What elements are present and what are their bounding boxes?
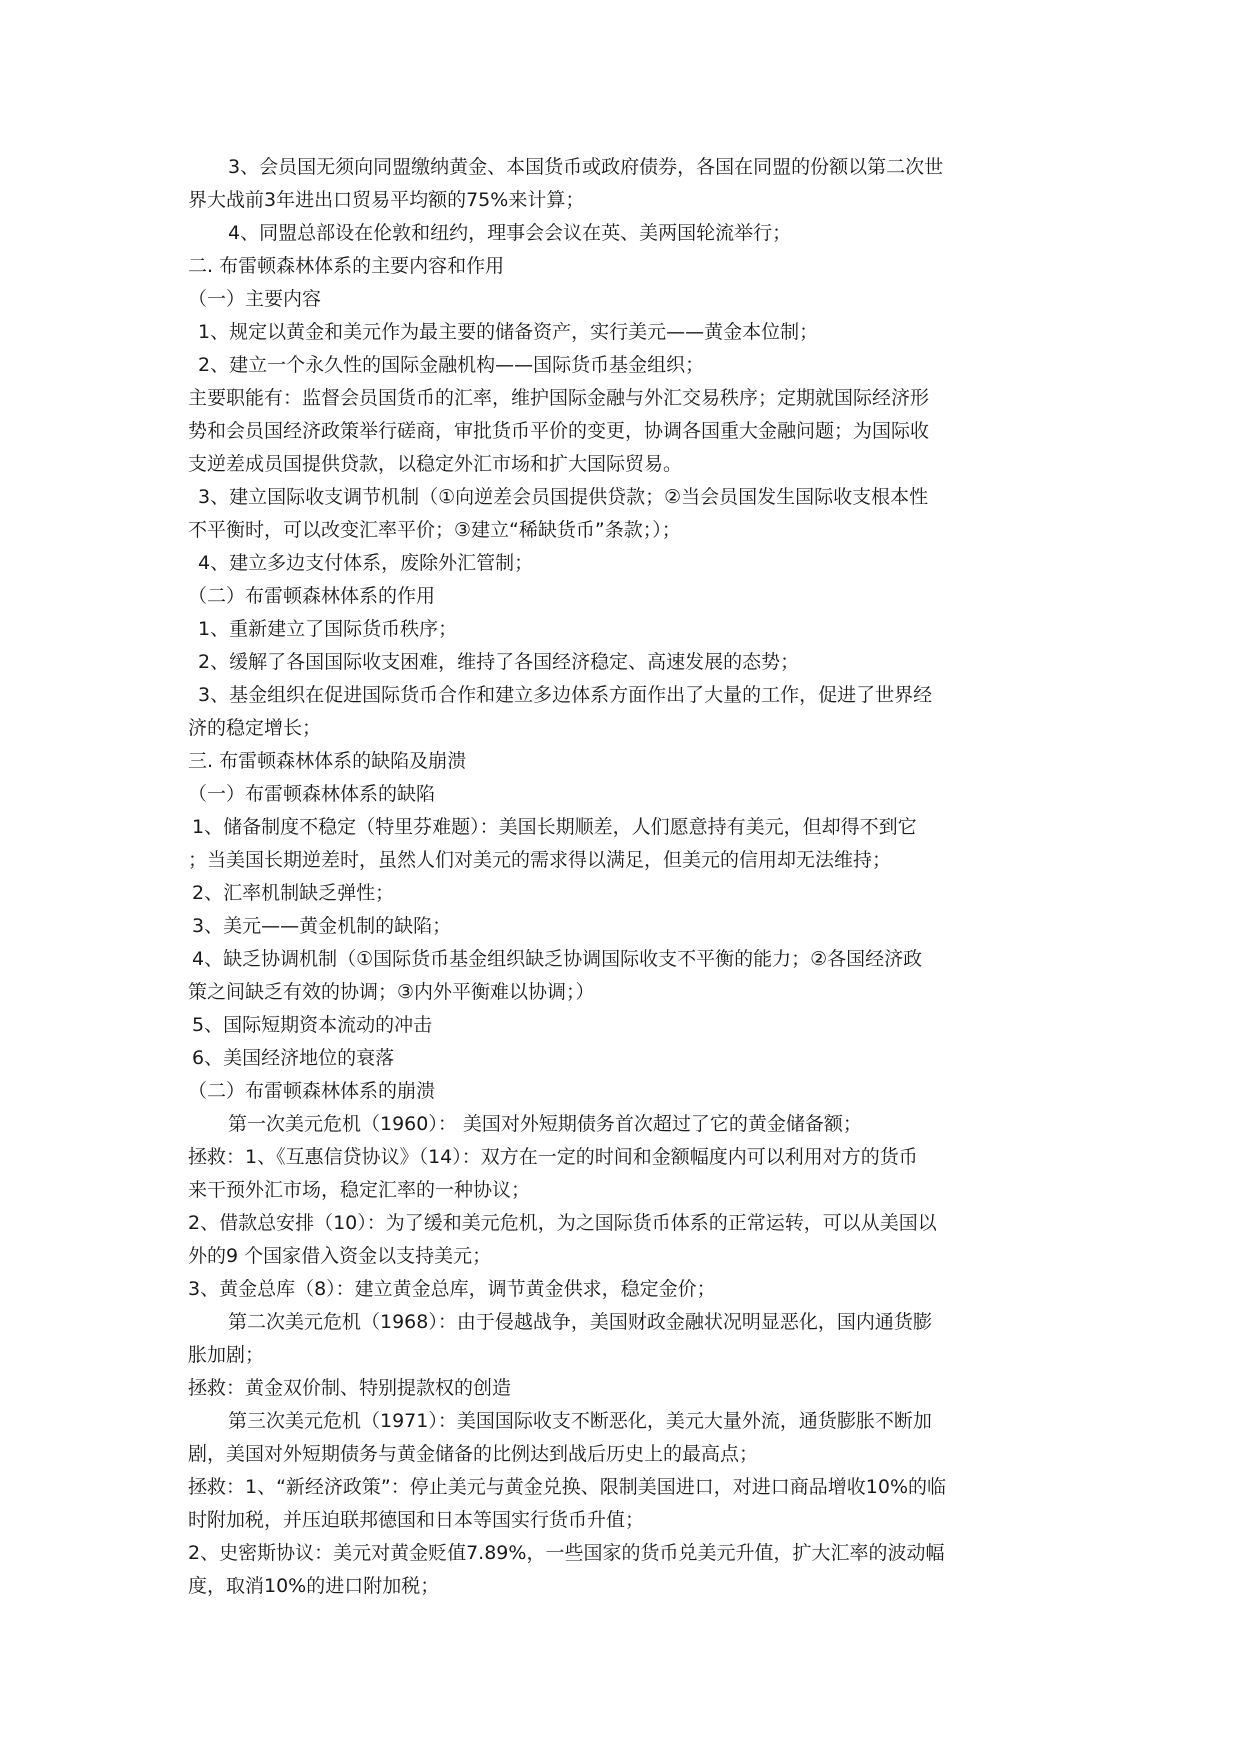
text-line: 拯救：1、《互惠信贷协议》（14）：双方在一定的时间和金额幅度内可以利用对方的货币: [188, 1146, 918, 1168]
text-line: 2、史密斯协议：美元对黄金贬值7.89%，一些国家的货币兑美元升值，扩大汇率的波动幅: [188, 1542, 945, 1564]
text-line: 2、缓解了各国国际收支困难，维持了各国经济稳定、高速发展的态势；: [198, 651, 800, 673]
text-line: 拯救：黄金双价制、特别提款权的创造: [188, 1377, 512, 1399]
text-line: 2、汇率机制缺乏弹性；: [192, 882, 395, 904]
text-line: 1、重新建立了国际货币秩序；: [198, 618, 458, 640]
text-line: 界大战前3年进出口贸易平均额的75%来计算；: [188, 189, 585, 211]
text-line: 3、会员国无须向同盟缴纳黄金、本国货币或政府债券，各国在同盟的份额以第二次世: [228, 156, 944, 178]
text-line: 3、美元——黄金机制的缺陷；: [192, 915, 452, 937]
text-line: 胀加剧；: [188, 1344, 265, 1366]
text-line: 不平衡时，可以改变汇率平价；③建立“稀缺货币”条款；）；: [188, 519, 681, 541]
text-line: 4、同盟总部设在伦敦和纽约，理事会会议在英、美两国轮流举行；: [228, 222, 792, 244]
text-line: 3、建立国际收支调节机制（①向逆差会员国提供贷款；②当会员国发生国际收支根本性: [198, 486, 929, 508]
text-line: 6、美国经济地位的衰落: [192, 1047, 395, 1069]
text-line: 第二次美元危机（1968）：由于侵越战争，美国财政金融状况明显恶化，国内通货膨: [228, 1311, 932, 1333]
text-line: 2、建立一个永久性的国际金融机构——国际货币基金组织；: [198, 354, 705, 376]
text-line: 时附加税，并压迫联邦德国和日本等国实行货币升值；: [188, 1509, 645, 1531]
subsection-heading: （一）主要内容: [188, 288, 322, 310]
text-line: 4、缺乏协调机制（①国际货币基金组织缺乏协调国际收支不平衡的能力；②各国经济政: [192, 948, 923, 970]
text-line: 来干预外汇市场，稳定汇率的一种协议；: [188, 1179, 531, 1201]
section-heading: 三. 布雷顿森林体系的缺陷及崩溃: [188, 750, 467, 772]
subsection-heading: （二）布雷顿森林体系的崩溃: [188, 1080, 436, 1102]
document-body: [188, 151, 1058, 1603]
text-line: 第一次美元危机（1960）： 美国对外短期债务首次超过了它的黄金储备额；: [228, 1113, 862, 1135]
text-line: 策之间缺乏有效的协调；③内外平衡难以协调；）: [188, 981, 595, 1003]
text-line: 主要职能有：监督会员国货币的汇率，维护国际金融与外汇交易秩序；定期就国际经济形: [188, 387, 930, 409]
text-line: 剧，美国对外短期债务与黄金储备的比例达到战后历史上的最高点；: [188, 1443, 759, 1465]
text-line: 外的9 个国家借入资金以支持美元；: [188, 1245, 492, 1267]
text-line: 1、储备制度不稳定（特里芬难题）：美国长期顺差，人们愿意持有美元，但却得不到它: [192, 816, 917, 838]
text-line: 4、建立多边支付体系，废除外汇管制；: [198, 552, 534, 574]
text-line: 3、黄金总库（8）：建立黄金总库，调节黄金供求，稳定金价；: [188, 1278, 716, 1300]
text-line: 3、基金组织在促进国际货币合作和建立多边体系方面作出了大量的工作，促进了世界经: [198, 684, 933, 706]
subsection-heading: （二）布雷顿森林体系的作用: [188, 585, 436, 607]
text-line: 支逆差成员国提供贷款，以稳定外汇市场和扩大国际贸易。: [188, 453, 683, 475]
text-line: 拯救：1、“新经济政策”：停止美元与黄金兑换、限制美国进口，对进口商品增收10%的临: [188, 1476, 947, 1498]
text-line: 1、规定以黄金和美元作为最主要的储备资产，实行美元——黄金本位制；: [198, 321, 819, 343]
subsection-heading: （一）布雷顿森林体系的缺陷: [188, 783, 436, 805]
text-line: 济的稳定增长；: [188, 717, 322, 739]
text-line: 势和会员国经济政策举行磋商，审批货币平价的变更，协调各国重大金融问题；为国际收: [188, 420, 930, 442]
text-line: 度，取消10%的进口附加税；: [188, 1575, 440, 1597]
section-heading: 二. 布雷顿森林体系的主要内容和作用: [188, 255, 505, 277]
text-line: 2、借款总安排（10）：为了缓和美元危机，为之国际货币体系的正常运转，可以从美国以: [188, 1212, 937, 1234]
text-line: 5、国际短期资本流动的冲击: [192, 1014, 433, 1036]
text-line: ；当美国长期逆差时，虽然人们对美元的需求得以满足，但美元的信用却无法维持；: [188, 849, 892, 871]
text-line: 第三次美元危机（1971）：美国国际收支不断恶化，美元大量外流，通货膨胀不断加: [228, 1410, 932, 1432]
